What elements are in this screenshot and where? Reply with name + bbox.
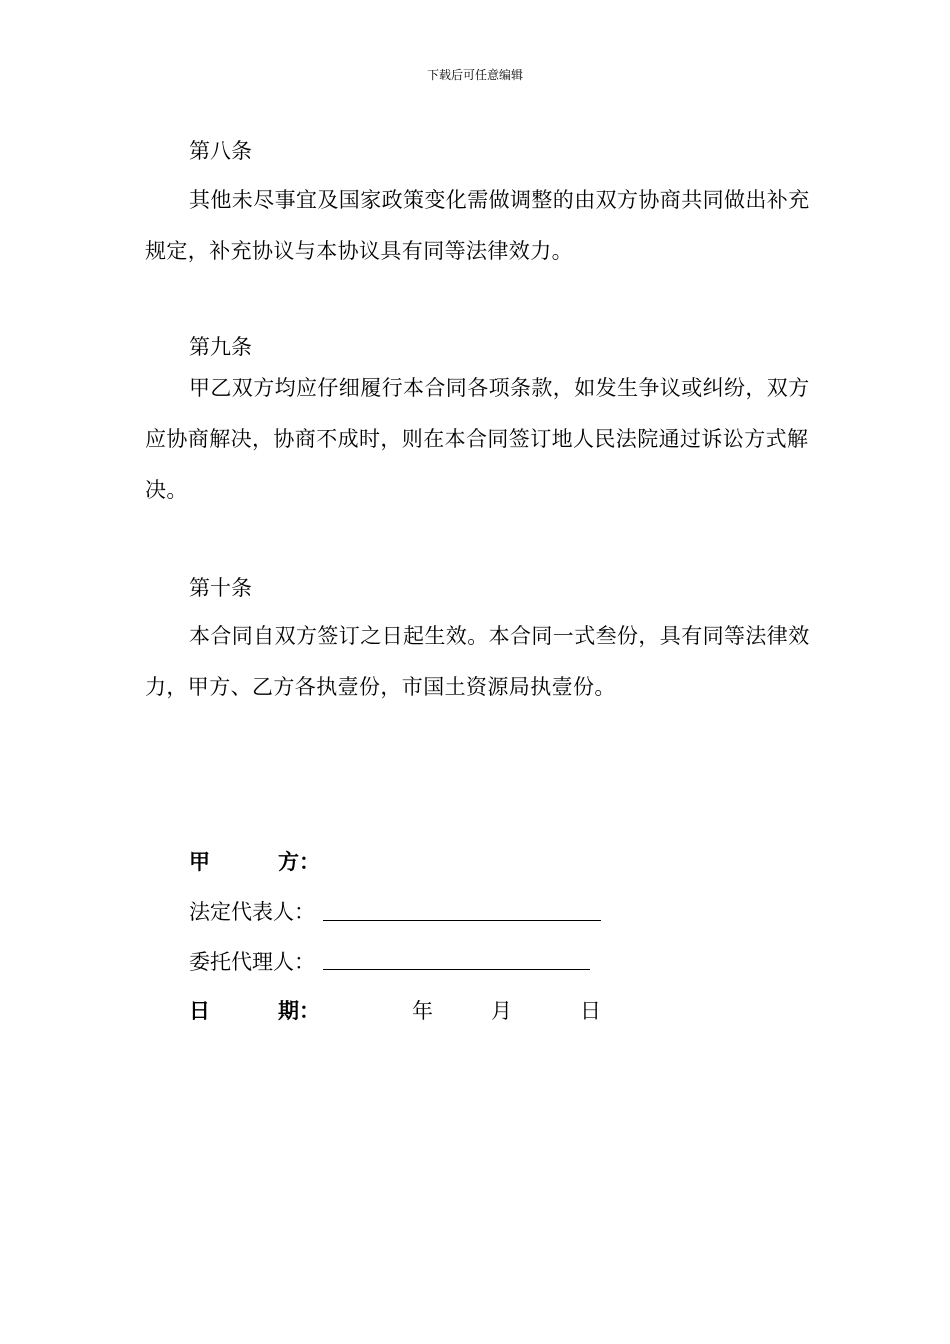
date-line xyxy=(189,998,320,1024)
legal-representative-label: 法定代表人： xyxy=(189,900,315,924)
agent-line xyxy=(189,949,315,975)
article-9-body: 甲乙双方均应仔细履行本合同各项条款，如发生争议或纠纷，双方应协商解决，协商不成时，则在本合同签订地人民法院通过诉讼方式解决。 xyxy=(145,376,810,502)
article-10-body: 本合同自双方签订之日起生效。本合同一式叁份，具有同等法律效力，甲方、乙方各执壹份，市国土资源局执壹份。 xyxy=(145,624,810,699)
party-a-line xyxy=(189,849,320,875)
article-8-body: 其他未尽事宜及国家政策变化需做调整的由双方协商共同做出补充规定，补充协议与本协议具有同等法律效力。 xyxy=(145,188,810,263)
legal-representative-line xyxy=(189,899,315,925)
article-9-title: 第九条 xyxy=(189,335,252,359)
date-year: 年 xyxy=(412,999,433,1023)
article-10-title: 第十条 xyxy=(189,576,252,600)
article-8-title: 第八条 xyxy=(189,139,252,163)
date-label-char2: 期： xyxy=(278,998,320,1023)
legal-representative-blank[interactable] xyxy=(323,920,601,921)
date-month: 月 xyxy=(491,999,512,1023)
date-day: 日 xyxy=(580,999,601,1023)
party-a-label-char2: 方： xyxy=(278,849,320,874)
agent-label: 委托代理人： xyxy=(189,950,315,974)
party-a-label-char1: 甲 xyxy=(189,849,210,874)
agent-blank[interactable] xyxy=(323,969,590,970)
date-label-char1: 日 xyxy=(189,998,210,1023)
page-header: 下载后可任意编辑 xyxy=(426,68,523,82)
